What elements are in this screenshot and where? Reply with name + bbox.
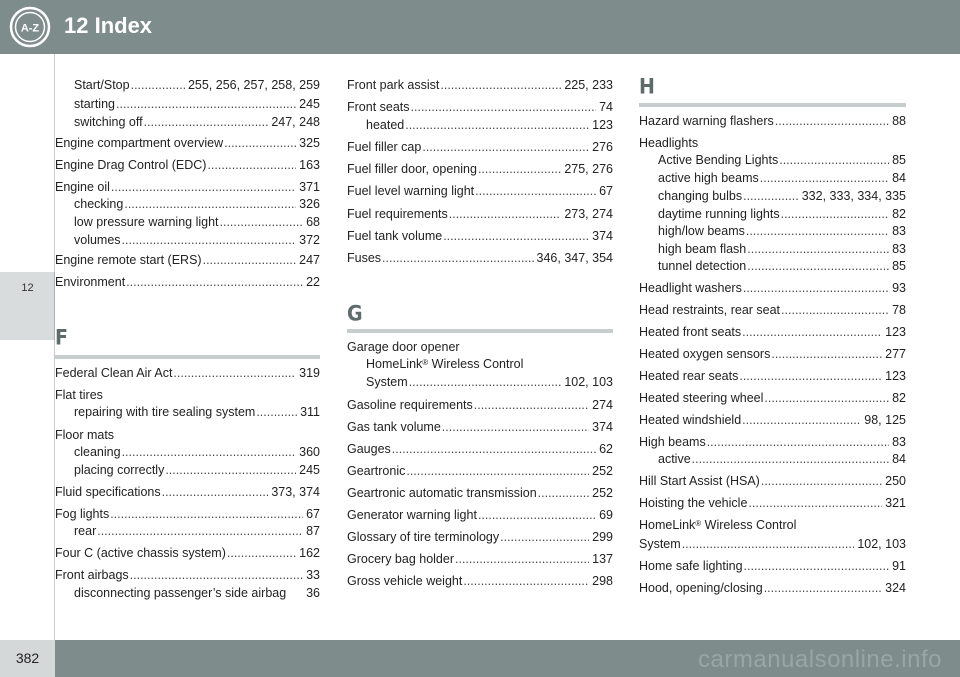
index-entry: Hazard warning flashers ..... 88 <box>639 114 906 129</box>
index-entry: Fuel tank volume ..... 374 <box>347 229 613 244</box>
index-entry: Active Bending Lights ..... 85 <box>639 153 906 168</box>
index-entry: Heated oxygen sensors ..... 277 <box>639 347 906 362</box>
index-entry: Engine Drag Control (EDC) ..... 163 <box>55 158 320 173</box>
index-entry: Generator warning light ..... 69 <box>347 508 613 523</box>
index-entry: disconnecting passenger’s side airbag 36 <box>74 586 320 600</box>
page-number: 382 <box>15 650 40 666</box>
index-entry: Front park assist ..... 225, 233 <box>347 78 613 93</box>
index-entry: Gas tank volume ..... 374 <box>347 420 613 435</box>
index-entry: System ..... 102, 103 <box>347 375 613 390</box>
index-entry: Geartronic ..... 252 <box>347 464 613 479</box>
index-column-2 <box>347 0 613 640</box>
index-entry: Fuel filler door, opening ..... 275, 276 <box>347 162 613 177</box>
index-entry: Engine compartment overview ..... 325 <box>55 136 320 151</box>
section-letter-g: G <box>347 301 363 327</box>
index-entry: Floor mats <box>55 428 115 442</box>
a-z-index-icon <box>8 5 52 49</box>
index-entry: Hoisting the vehicle ..... 321 <box>639 496 906 511</box>
index-entry: high/low beams ..... 83 <box>639 224 906 239</box>
index-entry: active ..... 84 <box>639 452 906 467</box>
index-entry: Gasoline requirements ..... 274 <box>347 398 613 413</box>
index-entry: Heated front seats ..... 123 <box>639 325 906 340</box>
section-letter-f: F <box>55 325 68 351</box>
index-entry: cleaning ..... 360 <box>55 445 320 460</box>
chapter-tab[interactable] <box>0 272 55 340</box>
index-entry: HomeLink® Wireless Control <box>366 357 524 371</box>
section-rule <box>55 355 320 359</box>
index-entry: Heated rear seats ..... 123 <box>639 369 906 384</box>
index-entry: Home safe lighting ..... 91 <box>639 559 906 574</box>
index-entry: switching off ..... 247, 248 <box>55 115 320 130</box>
index-entry: placing correctly ..... 245 <box>55 463 320 478</box>
index-entry: Fog lights ..... 67 <box>55 507 320 522</box>
watermark: carmanualsonline.info <box>698 646 942 673</box>
index-entry: heated ..... 123 <box>347 118 613 133</box>
index-entry: Glossary of tire terminology ..... 299 <box>347 530 613 545</box>
index-entry: starting ..... 245 <box>55 97 320 112</box>
section-rule <box>639 103 906 107</box>
index-entry: Federal Clean Air Act ..... 319 <box>55 366 320 381</box>
index-entry: Heated steering wheel ..... 82 <box>639 391 906 406</box>
a-z-icon-text: A-Z <box>20 22 40 35</box>
index-entry: HomeLink® Wireless Control <box>639 518 797 532</box>
index-entry: Fuel requirements ..... 273, 274 <box>347 207 613 222</box>
chapter-tab-label: 12 <box>21 282 34 294</box>
index-entry: Four C (active chassis system) ..... 162 <box>55 546 320 561</box>
index-entry: rear ..... 87 <box>55 524 320 539</box>
index-column-1 <box>55 0 320 640</box>
index-entry: volumes ..... 372 <box>55 233 320 248</box>
index-entry: tunnel detection ..... 85 <box>639 259 906 274</box>
index-entry: Headlights <box>639 136 699 150</box>
index-entry: Gross vehicle weight ..... 298 <box>347 574 613 589</box>
index-entry: Flat tires <box>55 388 103 402</box>
index-entry: Fuel filler cap ..... 276 <box>347 140 613 155</box>
page-title: 12 Index <box>64 13 153 38</box>
index-entry: Hill Start Assist (HSA) ..... 250 <box>639 474 906 489</box>
index-entry: Hood, opening/closing ..... 324 <box>639 581 906 596</box>
index-entry: Garage door opener <box>347 340 460 354</box>
sidebar <box>0 54 55 640</box>
index-entry: Gauges ..... 62 <box>347 442 613 457</box>
index-entry: Engine remote start (ERS) ..... 247 <box>55 253 320 268</box>
index-entry: active high beams ..... 84 <box>639 171 906 186</box>
section-rule <box>347 329 613 333</box>
index-entry: high beam flash ..... 83 <box>639 242 906 257</box>
index-entry: Headlight washers ..... 93 <box>639 281 906 296</box>
index-entry: daytime running lights ..... 82 <box>639 207 906 222</box>
index-entry: Head restraints, rear seat ..... 78 <box>639 303 906 318</box>
index-entry: Grocery bag holder ..... 137 <box>347 552 613 567</box>
index-entry: Fuses ..... 346, 347, 354 <box>347 251 613 266</box>
index-column-3 <box>639 0 906 640</box>
index-entry: Environment ..... 22 <box>55 275 320 290</box>
index-entry: Start/Stop ..... 255, 256, 257, 258, 259 <box>55 78 320 93</box>
index-entry: Fluid specifications ..... 373, 374 <box>55 485 320 500</box>
index-entry: low pressure warning light ..... 68 <box>55 215 320 230</box>
index-entry: Front seats ..... 74 <box>347 100 613 115</box>
section-letter-h: H <box>639 74 655 100</box>
index-entry: Engine oil ..... 371 <box>55 180 320 195</box>
index-entry: Geartronic automatic transmission ..... 252 <box>347 486 613 501</box>
index-entry: Fuel level warning light ..... 67 <box>347 184 613 199</box>
index-entry: checking ..... 326 <box>55 197 320 212</box>
index-entry: repairing with tire sealing system ..... 311 <box>55 405 320 420</box>
index-entry: System ..... 102, 103 <box>639 537 906 552</box>
index-entry: Front airbags ..... 33 <box>55 568 320 583</box>
index-entry: Heated windshield ..... 98, 125 <box>639 413 906 428</box>
index-entry: High beams ..... 83 <box>639 435 906 450</box>
index-entry: changing bulbs ..... 332, 333, 334, 335 <box>639 189 906 204</box>
